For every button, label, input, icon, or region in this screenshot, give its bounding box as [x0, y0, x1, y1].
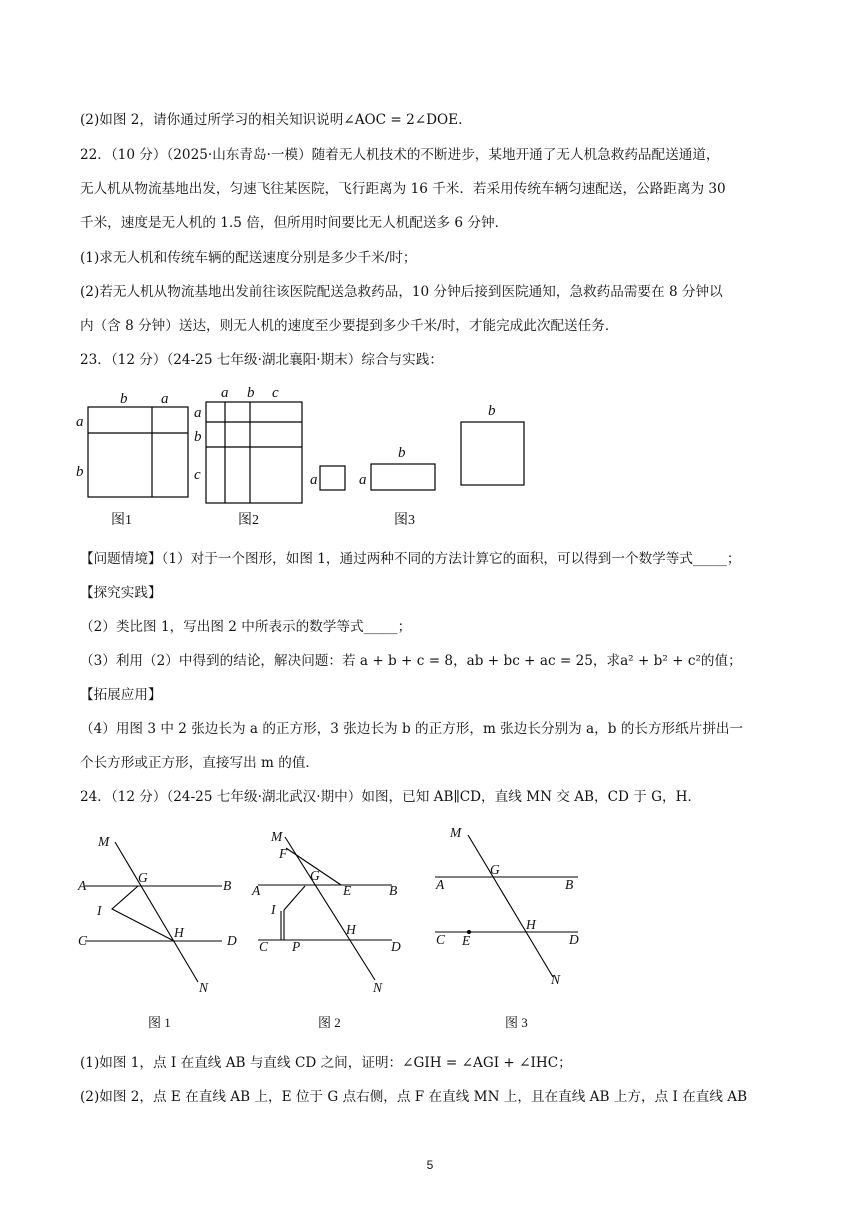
point-N: N [373, 980, 383, 995]
text-line: （4）用图 3 中 2 张边长为 a 的正方形，3 张边长为 b 的正方形，m 张边长分别为 a，b 的长方形纸片拼出一 [80, 721, 744, 737]
problem-24-header: 24．（12 分）（24-25 七年级·湖北武汉·期中）如图，已知 AB∥CD，直线 MN 交 AB，CD 于 G，H． [80, 789, 702, 805]
section-heading: 【探究实践】 [80, 585, 162, 601]
point-C: C [436, 932, 446, 947]
label-b: b [194, 429, 202, 445]
page-number: 5 [426, 1158, 434, 1172]
point-A: A [252, 883, 261, 898]
point-D: D [569, 932, 579, 947]
text-line: (2)如图 2，请你通过所学习的相关知识说明∠AOC = 2∠DOE. [80, 112, 463, 128]
caption-fig3: 图 3 [505, 1015, 528, 1030]
point-C: C [78, 933, 88, 948]
point-H: H [346, 922, 356, 937]
label-b: b [488, 403, 496, 419]
label-a: a [76, 414, 84, 430]
label-a: a [359, 472, 367, 488]
point-B: B [565, 877, 574, 892]
point-M: M [450, 825, 462, 840]
figure-24 [70, 822, 600, 1037]
label-b: b [398, 445, 406, 461]
caption-fig2: 图2 [238, 513, 259, 528]
section-heading: 【拓展应用】 [80, 687, 162, 703]
label-a: a [221, 385, 229, 401]
point-B: B [223, 878, 232, 893]
point-M: M [271, 829, 283, 844]
label-c: c [272, 385, 279, 401]
label-a: a [161, 391, 169, 407]
point-E: E [462, 933, 471, 948]
label-b: b [247, 385, 255, 401]
point-C: C [259, 939, 269, 954]
text-line: （3）利用（2）中得到的结论，解决问题：若 a + b + c = 8，ab + bc + ac = 25，求a² + b² + c²的值； [80, 653, 742, 669]
text-line: 内（含 8 分钟）送达，则无人机的速度至少要提到多少千米/时，才能完成此次配送任务． [80, 318, 619, 334]
caption-fig2: 图 2 [318, 1015, 341, 1030]
problem-23-header: 23．（12 分）（24-25 七年级·湖北襄阳·期末）综合与实践： [80, 352, 443, 368]
caption-fig1: 图1 [111, 513, 132, 528]
label-b: b [120, 391, 128, 407]
label-c: c [194, 467, 201, 483]
point-N: N [199, 980, 209, 995]
point-I: I [97, 903, 102, 918]
point-A: A [436, 877, 445, 892]
text-line: 千米，速度是无人机的 1.5 倍，但所用时间要比无人机配送多 6 分钟． [80, 215, 509, 231]
text-line: 个长方形或正方形，直接写出 m 的值． [80, 755, 320, 771]
text-line: （2）类比图 1，写出图 2 中所表示的数学等式_____； [80, 619, 412, 635]
text-line: (1)求无人机和传统车辆的配送速度分别是多少千米/时； [80, 250, 417, 266]
point-B: B [389, 883, 398, 898]
text-line: 【问题情境】（1）对于一个图形，如图 1，通过两种不同的方法计算它的面积，可以得到一个数学等式_____； [80, 551, 741, 567]
point-A: A [78, 878, 87, 893]
point-H: H [526, 917, 536, 932]
point-I: I [271, 902, 276, 917]
label-a: a [310, 472, 318, 488]
point-G: G [310, 868, 320, 883]
point-E: E [343, 883, 352, 898]
point-D: D [227, 933, 237, 948]
caption-fig3: 图3 [394, 513, 415, 528]
point-P: P [292, 939, 301, 954]
point-G: G [138, 870, 148, 885]
point-H: H [174, 925, 184, 940]
text-line: 无人机从物流基地出发，匀速飞往某医院，飞行距离为 16 千米．若采用传统车辆匀速配送，公路距离为 30 [80, 181, 726, 197]
point-F: F [279, 846, 288, 861]
text-line: (1)如图 1，点 I 在直线 AB 与直线 CD 之间，证明：∠GIH = ∠AGI + ∠IHC； [80, 1055, 572, 1071]
point-D: D [391, 939, 401, 954]
text-line: (2)如图 2，点 E 在直线 AB 上，E 位于 G 点右侧，点 F 在直线 MN 上，且在直线 AB 上方，点 I 在直线 AB [80, 1089, 748, 1105]
figure-23 [70, 385, 540, 530]
label-b: b [76, 464, 84, 480]
label-a: a [194, 405, 202, 421]
caption-fig1: 图 1 [148, 1015, 171, 1030]
problem-22-header: 22．（10 分）（2025·山东青岛·一模）随着无人机技术的不断进步，某地开通了无人机急救药品配送通道， [80, 147, 720, 163]
point-N: N [551, 972, 561, 987]
point-G: G [490, 862, 500, 877]
point-M: M [98, 834, 110, 849]
text-line: (2)若无人机从物流基地出发前往该医院配送急救药品，10 分钟后接到医院通知，急救药品需要在 8 分钟以 [80, 284, 723, 300]
